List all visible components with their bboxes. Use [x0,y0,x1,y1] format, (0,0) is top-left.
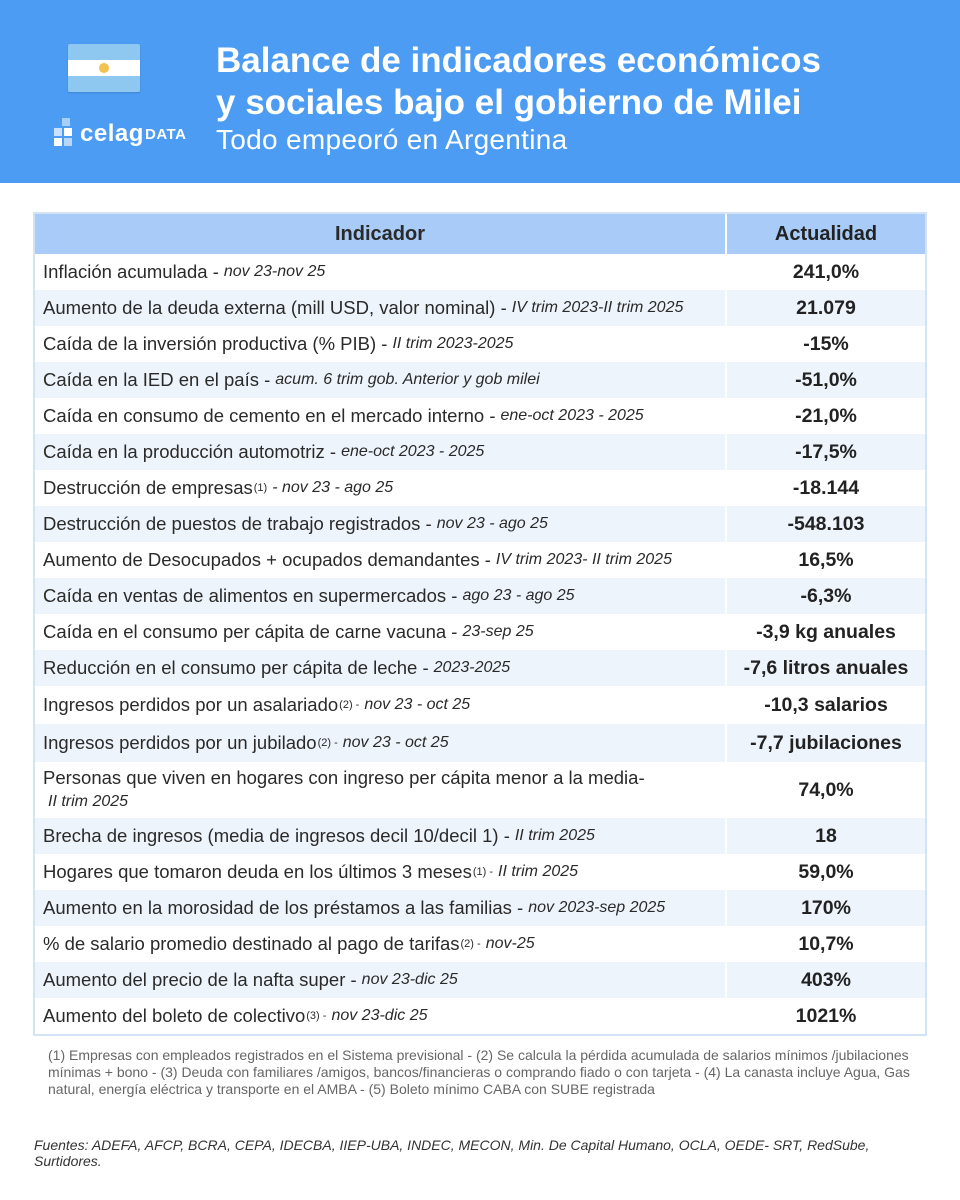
page-subtitle: Todo empeoró en Argentina [216,124,568,155]
indicator-cell [35,506,727,542]
table-row [35,506,925,542]
indicators-table [33,212,927,1036]
indicator-label: % de salario promedio destinado al pago de tarifas [43,933,460,954]
indicator-cell [35,762,727,818]
indicator-cell [35,290,727,326]
logo-word: celag [80,120,144,147]
table-row [35,470,925,506]
indicator-label: Brecha de ingresos (media de ingresos decil 10/decil 1) - [43,825,510,846]
table-body [35,254,925,1034]
indicator-value: 10,7% [798,932,854,955]
table-row [35,890,925,926]
indicator-cell [35,614,727,650]
indicator-cell [35,578,727,614]
indicator-value: -17,5% [795,440,857,463]
footnote-marker: (1) - [472,866,493,878]
footnote-marker: (3) - [306,1010,327,1022]
indicator-cell [35,818,727,854]
argentina-flag-icon [68,44,140,92]
table-row [35,854,925,890]
column-header-actualidad: Actualidad [774,222,878,245]
indicator-value: -7,7 jubilaciones [750,731,902,754]
indicator-label: Aumento del boleto de colectivo [43,1005,306,1026]
table-row [35,290,925,326]
indicator-label: Caída en el consumo per cápita de carne vacuna - [43,621,458,642]
indicator-period: nov 2023-sep 2025 [528,899,666,916]
indicator-value: 74,0% [798,778,854,801]
indicator-cell [35,926,727,962]
indicator-label: Caída de la inversión productiva (% PIB) - [43,333,388,354]
indicator-cell [35,854,727,890]
indicator-value: -10,3 salarios [764,693,888,716]
indicator-cell [35,470,727,506]
title-line-2: y sociales bajo el gobierno de Milei [216,83,802,122]
indicator-cell [35,434,727,470]
table-row [35,614,925,650]
header-banner [0,0,960,183]
indicator-period: - nov 23 - ago 25 [272,479,394,496]
indicator-period: II trim 2025 [48,793,129,810]
table-row [35,998,925,1034]
indicator-label: Caída en la IED en el país - [43,369,271,390]
indicator-label: Aumento en la morosidad de los préstamos a las familias - [43,897,524,918]
indicator-period: nov 23-dic 25 [361,971,458,988]
table-row [35,686,925,724]
indicator-period: nov 23-nov 25 [223,263,326,280]
indicator-cell [35,362,727,398]
indicator-cell [35,542,727,578]
table-row [35,542,925,578]
table-row [35,434,925,470]
indicator-label: Caída en ventas de alimentos en supermercados - [43,585,458,606]
indicator-label: Aumento de la deuda externa (mill USD, valor nominal) - [43,297,507,318]
table-row [35,926,925,962]
table-row [35,578,925,614]
indicator-label: Destrucción de empresas [43,477,253,498]
indicator-cell [35,724,727,762]
indicator-label: Aumento de Desocupados + ocupados demandantes - [43,549,491,570]
table-row [35,818,925,854]
footnote-marker: (2) - [317,737,338,749]
footnote-marker: (1) [253,482,268,494]
indicator-label: Ingresos perdidos por un asalariado [43,694,339,715]
table-row [35,362,925,398]
indicator-period: nov 23 - oct 25 [364,696,471,713]
indicator-cell [35,890,727,926]
indicator-period: IV trim 2023- II trim 2025 [495,551,672,568]
indicator-label: Ingresos perdidos por un jubilado [43,732,317,753]
indicator-label: Caída en consumo de cemento en el mercado interno - [43,405,496,426]
indicator-period: 2023-2025 [433,659,511,676]
indicator-value: -7,6 litros anuales [743,656,909,679]
table-row [35,962,925,998]
indicator-period: nov 23 - ago 25 [436,515,548,532]
footnote-marker: (2) - [460,938,481,950]
indicator-label: Personas que viven en hogares con ingreso per cápita menor a la media- [43,767,645,788]
indicator-label: Destrucción de puestos de trabajo registrados - [43,513,432,534]
logo-data: DATA [145,126,187,143]
indicator-period: nov-25 [485,935,535,952]
indicator-label: Reducción en el consumo per cápita de leche - [43,657,429,678]
indicator-period: ene-oct 2023 - 2025 [341,443,485,460]
indicator-value: 16,5% [798,548,854,571]
indicator-period: IV trim 2023-II trim 2025 [511,299,684,316]
indicator-value: -15% [803,332,849,355]
table-header-row [35,214,925,254]
footnotes: (1) Empresas con empleados registrados en el Sistema previsional - (2) Se calcula la pérdida acumulada de salarios mínimos /jubilaciones mínimas + bono - (3) Deuda con familiares /amigos, bancos/financieras o comprando fiado o con tarjeta - (4) La canasta incluye Agua, Gas natural, energía eléctrica y transporte en el AMBA - (5) Boleto mínimo CABA con SUBE registrada [48,1047,910,1097]
indicator-period: acum. 6 trim gob. Anterior y gob milei [275,371,540,388]
indicator-value: -18.144 [792,476,860,499]
footnote-marker: (2) - [339,699,360,711]
table-row [35,650,925,686]
indicator-value: -6,3% [800,584,852,607]
indicator-period: II trim 2023-2025 [392,335,514,352]
sources-line: Fuentes: ADEFA, AFCP, BCRA, CEPA, IDECBA, IIEP-UBA, INDEC, MECON, Min. De Capital Humano, OCLA, OEDE- SRT, RedSube, Surtidores. [34,1137,870,1169]
indicator-period: ene-oct 2023 - 2025 [500,407,644,424]
indicator-cell [35,962,727,998]
table-row [35,398,925,434]
indicator-cell [35,686,727,724]
page-title [216,40,936,124]
indicator-value: 21.079 [796,296,856,319]
column-header-indicador: Indicador [35,214,727,254]
indicator-value: 241,0% [792,260,860,283]
table-row [35,724,925,762]
indicator-value: -3,9 kg anuales [756,620,896,643]
indicator-value: 1021% [795,1004,857,1027]
indicator-cell [35,398,727,434]
table-row [35,762,925,818]
indicator-value: -51,0% [795,368,857,391]
indicator-period: II trim 2025 [498,863,579,880]
indicator-value: -548.103 [787,512,865,535]
indicator-label: Caída en la producción automotriz - [43,441,337,462]
indicator-period: 23-sep 25 [462,623,534,640]
indicator-period: ago 23 - ago 25 [462,587,575,604]
indicator-period: II trim 2025 [514,827,595,844]
celag-data-logo [54,116,194,152]
indicator-label: Inflación acumulada - [43,261,219,282]
indicator-label: Aumento del precio de la nafta super - [43,969,357,990]
indicator-period: nov 23-dic 25 [331,1007,428,1024]
indicator-label: Hogares que tomaron deuda en los últimos 3 meses [43,861,472,882]
indicator-cell [35,998,727,1034]
indicator-period: nov 23 - oct 25 [342,734,449,751]
indicator-cell [35,254,727,290]
table-row [35,326,925,362]
indicator-value: 59,0% [798,860,854,883]
table-row [35,254,925,290]
indicator-cell [35,326,727,362]
indicator-value: 18 [815,824,837,847]
indicator-value: -21,0% [795,404,857,427]
indicator-cell [35,650,727,686]
title-line-1: Balance de indicadores económicos [216,41,821,80]
indicator-value: 403% [801,968,851,991]
indicator-value: 170% [801,896,851,919]
